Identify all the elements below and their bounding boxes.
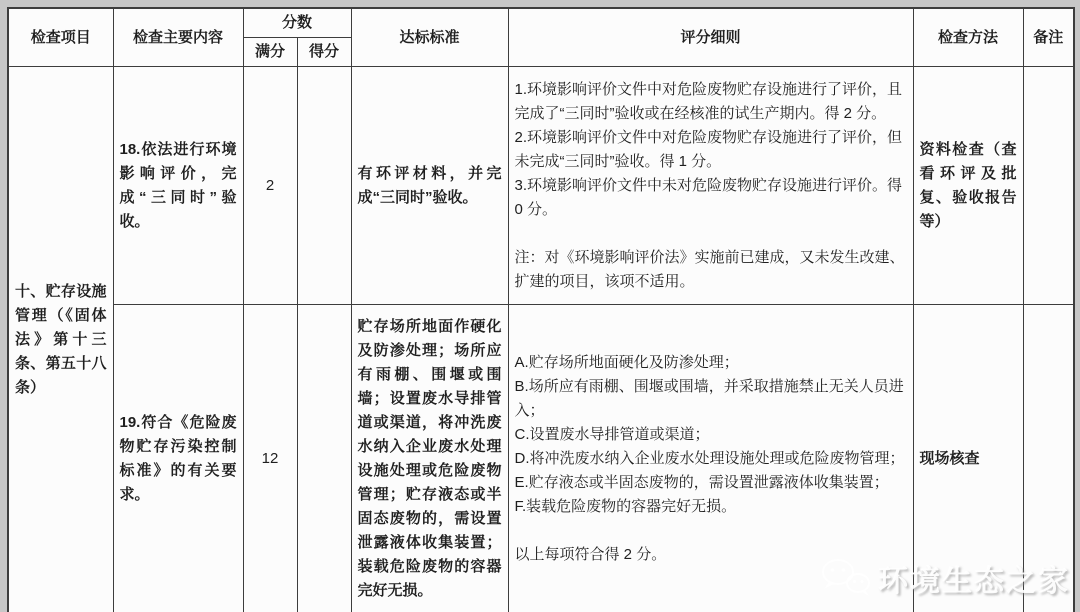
header-inspection-method: 检查方法	[913, 8, 1023, 67]
item18-obtained-score-cell	[297, 67, 351, 305]
item19-standard-cell: 贮存场所地面作硬化及防渗处理；场所应有雨棚、围堰或围墙；设置废水导排管道或渠道，将冲洗废水纳入企业废水处理设施处理或危险废物管理；贮存液态或半固态废物的，需设置泄露液体收集装置；装载危险废物的容器完好无损。	[351, 305, 508, 612]
watermark-label: 环境生态之家	[878, 565, 1070, 598]
header-score-group: 分数	[243, 8, 351, 38]
item18-content-cell: 18.依法进行环境影响评价，完成“三同时”验收。	[113, 67, 243, 305]
header-full-score: 满分	[243, 38, 297, 67]
inspection-table	[7, 7, 1075, 612]
item18-method-cell: 资料检查（查看环评及批复、验收报告等）	[913, 67, 1023, 305]
rule-paragraph: A.贮存场所地面硬化及防渗处理；	[514, 354, 739, 372]
rule-paragraph: F.装载危险废物的容器完好无损。	[514, 498, 737, 516]
item18-remark-cell	[1023, 67, 1074, 305]
item18-full-score-cell: 2	[243, 67, 297, 305]
rule-paragraph: C.设置废水导排管道或渠道；	[514, 426, 710, 444]
header-scoring-rules: 评分细则	[508, 8, 913, 67]
header-remark: 备注	[1023, 8, 1074, 67]
item19-remark-cell	[1023, 305, 1074, 612]
item19-scoring-rules-cell	[508, 305, 913, 612]
item19-obtained-score-cell	[297, 305, 351, 612]
header-main-content: 检查主要内容	[113, 8, 243, 67]
rule-paragraph: B.场所应有雨棚、围堰或围墙，并采取措施禁止无关人员进入；	[514, 378, 904, 420]
item18-standard-cell: 有环评材料，并完成“三同时”验收。	[351, 67, 508, 305]
rule-paragraph: D.将冲洗废水纳入企业废水处理设施处理或危险废物管理；	[514, 450, 905, 468]
rule-paragraph: 1.环境影响评价文件中对危险废物贮存设施进行了评价，且完成了“三同时”验收或在经核准的试生产期内。得 2 分。	[514, 80, 903, 122]
item19-content-cell: 19.符合《危险废物贮存污染控制标准》的有关要求。	[113, 305, 243, 612]
item19-full-score-cell: 12	[243, 305, 297, 612]
header-inspection-item: 检查项目	[8, 8, 113, 67]
header-standard: 达标标准	[351, 8, 508, 67]
rule-footer-paragraph: 以上每项符合得 2 分。	[514, 546, 667, 564]
category-cell: 十、贮存设施管理（《固体法》第十三条、第五十八条）	[8, 67, 113, 612]
rule-paragraph: 2.环境影响评价文件中对危险废物贮存设施进行了评价，但未完成“三同时”验收。得 1 分。	[514, 128, 903, 170]
rule-paragraph: E.贮存液态或半固态废物的，需设置泄露液体收集装置；	[514, 474, 889, 492]
item19-method-cell: 现场核查	[913, 305, 1023, 612]
rule-paragraph: 3.环境影响评价文件中未对危险废物贮存设施进行评价。得 0 分。	[514, 176, 903, 218]
item18-scoring-rules-cell	[508, 67, 913, 305]
rule-note-paragraph: 注：对《环境影响评价法》实施前已建成，又未发生改建、扩建的项目，该项不适用。	[514, 248, 905, 290]
header-obtained-score: 得分	[297, 38, 351, 67]
